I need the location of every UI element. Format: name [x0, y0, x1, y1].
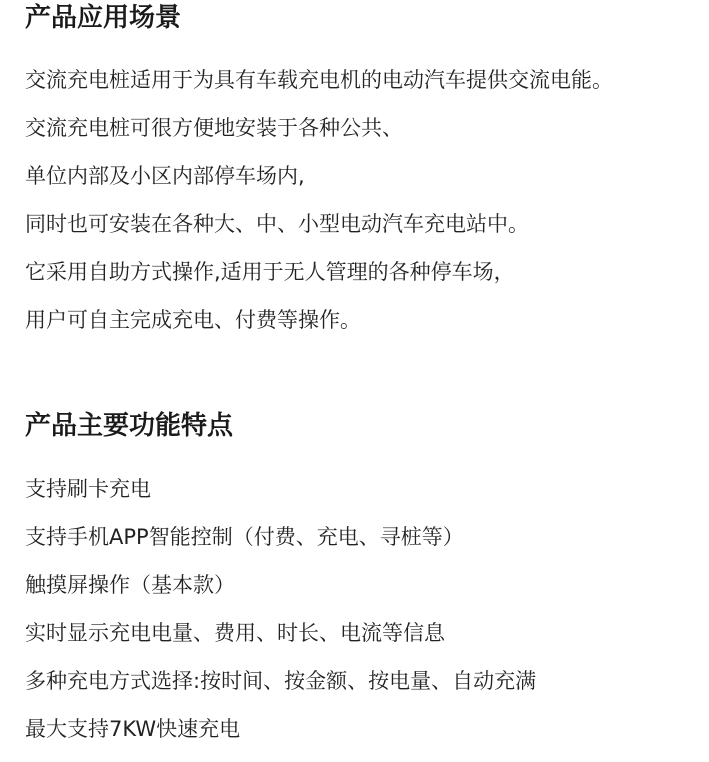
section-title-application-scenarios: 产品应用场景 [25, 3, 182, 33]
feature-line: 支持刷卡充电 [25, 477, 151, 501]
scenario-line: 同时也可安装在各种大、中、小型电动汽车充电站中。 [25, 212, 529, 236]
scenario-line: 单位内部及小区内部停车场内, [25, 164, 305, 188]
feature-line: 触摸屏操作（基本款） [25, 573, 235, 597]
scenario-line: 它采用自助方式操作,适用于无人管理的各种停车场， [25, 260, 515, 284]
scenario-line: 用户可自主完成充电、付费等操作。 [25, 308, 361, 332]
scenario-line: 交流充电桩可很方便地安装于各种公共、 [25, 116, 403, 140]
feature-line: 实时显示充电电量、费用、时长、电流等信息 [25, 621, 445, 645]
section-title-main-features: 产品主要功能特点 [25, 411, 234, 441]
feature-line: 多种充电方式选择:按时间、按金额、按电量、自动充满 [25, 669, 537, 693]
scenario-line: 交流充电桩适用于为具有车载充电机的电动汽车提供交流电能。 [25, 68, 613, 92]
feature-line: 最大支持7KW快速充电 [25, 717, 241, 741]
feature-line: 支持手机APP智能控制（付费、充电、寻桩等） [25, 525, 464, 549]
